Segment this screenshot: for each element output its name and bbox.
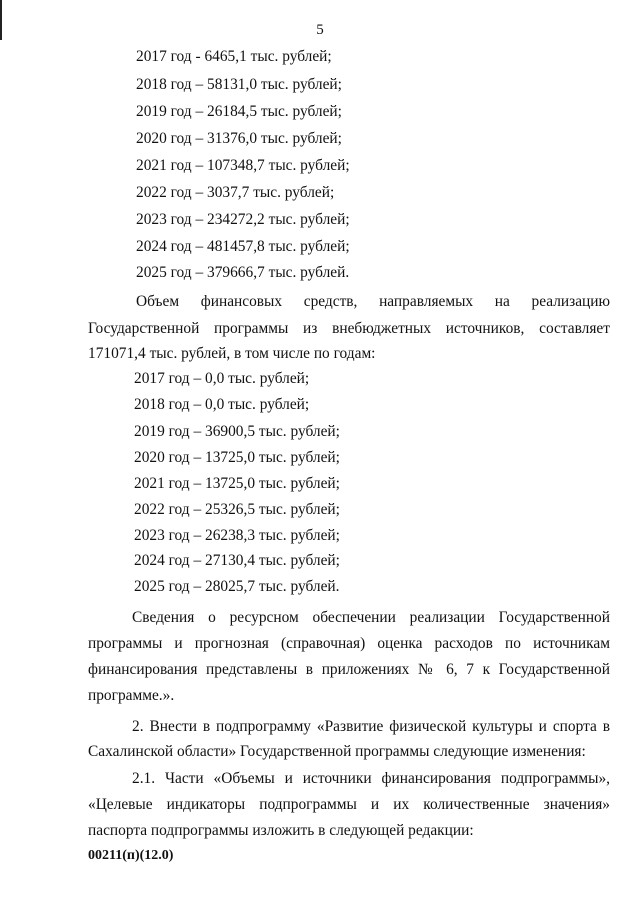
- resources-paragraph-line: программе.».: [88, 687, 175, 704]
- extra-budget-year-line: 2018 год – 0,0 тыс. рублей;: [134, 396, 310, 413]
- budget-year-line: 2024 год – 481457,8 тыс. рублей;: [136, 238, 350, 255]
- document-code: 00211(п)(12.0): [88, 848, 174, 863]
- extra-budget-year-line: 2024 год – 27130,4 тыс. рублей;: [134, 552, 340, 569]
- extra-budget-year-line: 2020 год – 13725,0 тыс. рублей;: [134, 449, 340, 466]
- budget-year-line: 2018 год – 58131,0 тыс. рублей;: [136, 76, 342, 93]
- budget-year-line: 2025 год – 379666,7 тыс. рублей.: [136, 264, 350, 281]
- extra-budget-year-line: 2023 год – 26238,3 тыс. рублей;: [134, 527, 340, 544]
- budget-year-line: 2020 год – 31376,0 тыс. рублей;: [136, 130, 342, 147]
- item-2-paragraph-line: 2. Внести в подпрограмму «Развитие физической культуры и спорта в: [132, 718, 610, 735]
- budget-year-line: 2019 год – 26184,5 тыс. рублей;: [136, 103, 342, 120]
- budget-year-line: 2022 год – 3037,7 тыс. рублей;: [136, 184, 335, 201]
- page-number: 5: [316, 22, 324, 38]
- item-2-1-paragraph-line: паспорта подпрограммы изложить в следующей редакции:: [88, 822, 474, 839]
- budget-year-line: 2017 год - 6465,1 тыс. рублей;: [136, 48, 332, 65]
- extra-budget-year-line: 2019 год – 36900,5 тыс. рублей;: [134, 423, 340, 440]
- extra-budget-year-line: 2021 год – 13725,0 тыс. рублей;: [134, 475, 340, 492]
- resources-paragraph-line: программы и прогнозная (справочная) оценка расходов по источникам: [88, 635, 610, 652]
- extra-budget-year-line: 2022 год – 25326,5 тыс. рублей;: [134, 501, 340, 518]
- extra-budget-year-line: 2025 год – 28025,7 тыс. рублей.: [134, 578, 340, 595]
- item-2-paragraph-line: Сахалинской области» Государственной программы следующие изменения:: [88, 743, 586, 760]
- item-2-1-paragraph-line: «Целевые индикаторы подпрограммы и их количественные значения»: [88, 796, 610, 813]
- resources-paragraph-line: финансирования представлены в приложениях № 6, 7 к Государственной: [88, 661, 610, 678]
- extra-budget-paragraph-line: Государственной программы из внебюджетных источников, составляет: [88, 320, 610, 337]
- extra-budget-paragraph-line: Объем финансовых средств, направляемых на реализацию: [136, 293, 610, 310]
- extra-budget-paragraph-line: 171071,4 тыс. рублей, в том числе по годам:: [88, 345, 376, 362]
- budget-year-line: 2021 год – 107348,7 тыс. рублей;: [136, 157, 350, 174]
- resources-paragraph-line: Сведения о ресурсном обеспечении реализации Государственной: [132, 609, 610, 626]
- extra-budget-year-line: 2017 год – 0,0 тыс. рублей;: [134, 370, 310, 387]
- item-2-1-paragraph-line: 2.1. Части «Объемы и источники финансирования подпрограммы»,: [132, 770, 610, 787]
- budget-year-line: 2023 год – 234272,2 тыс. рублей;: [136, 211, 350, 228]
